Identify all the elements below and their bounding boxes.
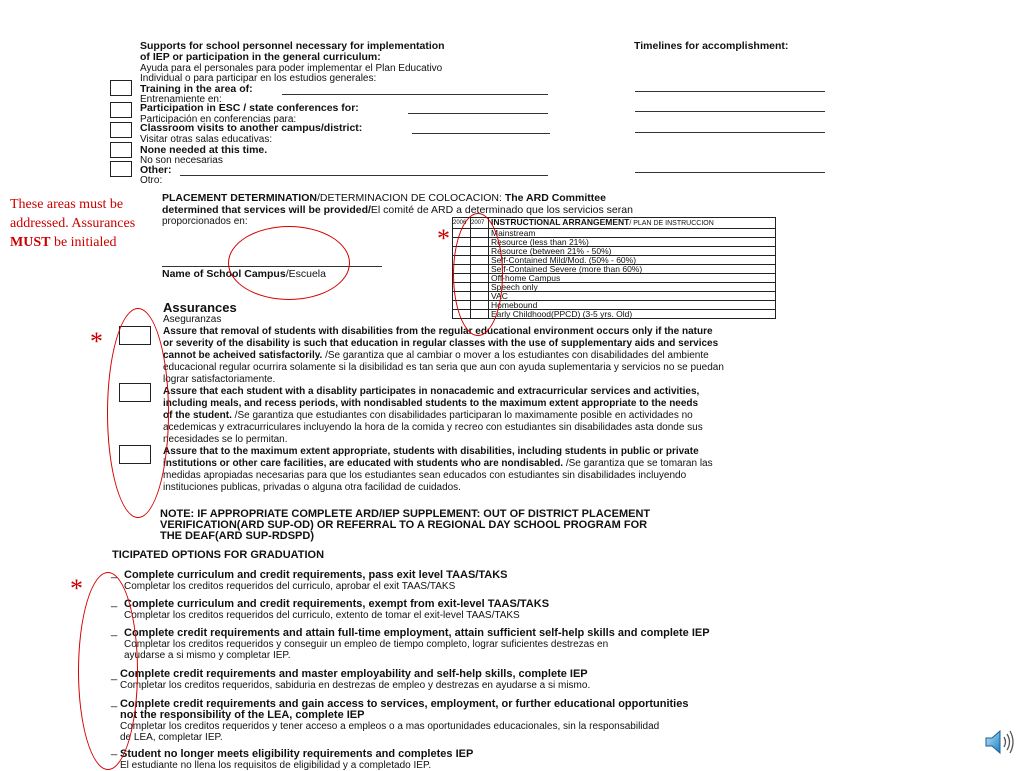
year-columns-circle-annotation bbox=[453, 213, 503, 336]
other-checkbox[interactable] bbox=[110, 161, 132, 177]
option-4-label: Complete credit requirements and master employability and self-help skills, complete IEP bbox=[120, 668, 588, 680]
option-5-blank[interactable]: _ bbox=[111, 696, 118, 708]
arrangement-label: Resource (less than 21%) bbox=[489, 238, 776, 247]
option-6-label-es: El estudiante no llena los requisitos de eligibilidad y a completado IEP. bbox=[120, 760, 432, 771]
annotation-note: These areas must be addressed. Assurances MUST be initialed bbox=[10, 197, 136, 250]
training-label: Training in the area of: bbox=[140, 83, 253, 95]
option-3-label-es-2: ayudarse a si mismo y completar IEP. bbox=[124, 650, 291, 661]
table-header-row bbox=[453, 218, 776, 229]
other-timeline-line[interactable] bbox=[635, 172, 825, 173]
option-6-blank[interactable]: _ bbox=[111, 744, 118, 756]
other-line[interactable] bbox=[180, 175, 548, 176]
other-label: Other: bbox=[140, 164, 172, 176]
training-timeline-line[interactable] bbox=[635, 91, 825, 92]
other-label-es: Otro: bbox=[140, 175, 163, 186]
option-1-blank[interactable]: _ bbox=[111, 567, 118, 579]
conferences-line[interactable] bbox=[408, 113, 548, 114]
supports-sub-line2: Individual o para participar en los estudios generales: bbox=[140, 73, 377, 84]
training-label-es: Entrenamiente en: bbox=[140, 94, 222, 105]
arrangement-label: VAC bbox=[489, 292, 776, 301]
option-1-label: Complete curriculum and credit requirements, pass exit level TAAS/TAKS bbox=[124, 569, 508, 581]
arrangement-label: Self-Contained Mild/Mod. (50% - 60%) bbox=[489, 256, 776, 265]
placement-line3: proporcionados en: bbox=[162, 216, 248, 227]
classroom-visits-checkbox[interactable] bbox=[110, 122, 132, 138]
supports-sub-line1: Ayuda para el personales para poder implementar el Plan Educativo bbox=[140, 63, 443, 74]
option-5-label-2: not the responsibility of the LEA, complete IEP bbox=[120, 709, 365, 721]
arrangement-label: Resource (between 21% - 50%) bbox=[489, 247, 776, 256]
conferences-checkbox[interactable] bbox=[110, 102, 132, 118]
option-5-label-es-2: de LEA, completar IEP. bbox=[120, 732, 223, 743]
classroom-visits-label: Classroom visits to another campus/district: bbox=[140, 122, 363, 134]
option-3-blank[interactable]: _ bbox=[111, 625, 118, 637]
placement-line2: determined that services will be provided/El comité de ARD a determinado que los servicios seran bbox=[162, 204, 633, 216]
arrangement-label: Early Childhood(PPCD) (3-5 yrs. Old) bbox=[489, 310, 776, 319]
supports-heading-line2: of IEP or participation in the general curriculum: bbox=[140, 51, 381, 63]
option-3-label-es-1: Completar los creditos requeridos y conseguir un empleo de tiempo completo, lograr suficientes destrezas en bbox=[124, 639, 609, 650]
arrangement-label: Off-home Campus bbox=[489, 274, 776, 283]
none-needed-checkbox[interactable] bbox=[110, 142, 132, 158]
arrangement-label: Homebound bbox=[489, 301, 776, 310]
graduation-heading: TICIPATED OPTIONS FOR GRADUATION bbox=[112, 549, 325, 561]
option-6-label: Student no longer meets eligibility requirements and completes IEP bbox=[120, 748, 474, 760]
supports-heading-line1: Supports for school personnel necessary for implementation bbox=[140, 40, 445, 52]
option-1-label-es: Completar los creditos requeridos del curriculo, aprobar el exit TAAS/TAKS bbox=[124, 581, 456, 592]
assurances-title: Assurances bbox=[163, 300, 237, 315]
none-needed-label: None needed at this time. bbox=[140, 144, 268, 156]
graduation-circle-annotation bbox=[78, 572, 138, 770]
asterisk-annotation: * bbox=[70, 574, 83, 603]
option-2-blank[interactable]: _ bbox=[111, 596, 118, 608]
option-4-label-es: Completar los creditos requeridos, sabiduria en destrezas de empleo y destrezas en ayudarse a si mismo. bbox=[120, 680, 591, 691]
arrangement-label: Speech only bbox=[489, 283, 776, 292]
timelines-heading: Timelines for accomplishment: bbox=[634, 40, 789, 52]
table-header: INSTRUCTIONAL ARRANGEMENT/ PLAN DE INSTRUCCION bbox=[489, 218, 776, 229]
option-2-label: Complete curriculum and credit requirements, exempt from exit-level TAAS/TAKS bbox=[124, 598, 550, 610]
option-3-label: Complete credit requirements and attain full-time employment, attain sufficient self-help skills and complete IEP bbox=[124, 627, 710, 639]
conferences-timeline-line[interactable] bbox=[635, 111, 825, 112]
table-row bbox=[453, 310, 776, 319]
arrangement-label: Self-Contained Severe (more than 60%) bbox=[489, 265, 776, 274]
year-2007: 2007 bbox=[471, 218, 489, 229]
training-line[interactable] bbox=[282, 94, 548, 95]
arrangement-label: Mainstream bbox=[489, 229, 776, 238]
conferences-label-es: Participación en conferencias para: bbox=[140, 114, 297, 125]
assurances-circle-annotation bbox=[107, 308, 169, 518]
none-needed-label-es: No son necesarias bbox=[140, 155, 223, 166]
option-4-blank[interactable]: _ bbox=[111, 669, 118, 681]
year-2006: 2006 bbox=[453, 218, 471, 229]
assurances-subtitle: Aseguranzas bbox=[163, 314, 222, 325]
option-5-label-es-1: Completar los creditos requeridos y tener acceso a empleos o a mas oportunidades educacionales, sin la responsabilidad bbox=[120, 721, 660, 732]
placement-title: PLACEMENT DETERMINATION/DETERMINACION DE COLOCACION: The ARD Committee bbox=[162, 192, 606, 204]
campus-circle-annotation bbox=[228, 226, 350, 300]
classroom-visits-label-es: Visitar otras salas educativas: bbox=[140, 134, 273, 145]
classroom-visits-line[interactable] bbox=[412, 133, 550, 134]
conferences-label: Participation in ESC / state conferences for: bbox=[140, 102, 359, 114]
training-checkbox[interactable] bbox=[110, 80, 132, 96]
asterisk-annotation: * bbox=[90, 327, 103, 356]
classroom-visits-timeline-line[interactable] bbox=[635, 132, 825, 133]
option-5-label-1: Complete credit requirements and gain access to services, employment, or further educational opportunities bbox=[120, 698, 689, 710]
option-2-label-es: Completar los creditos requeridos del curriculo, extento de tomar el exit-level TAAS/TAKS bbox=[124, 610, 520, 621]
asterisk-annotation: * bbox=[437, 224, 450, 253]
scanned-document: Supports for school personnel necessary for implementation of IEP or participation in the general curriculum: Ayuda para el personales para poder implementar el Plan Educativo Individual o para participar en los estudios generales: Timelines for accomplishment: Training in the area of: Entrenamiente en: Participation in ESC / state conferences for: Participación en conferencias para: Classroom visits to another campus/district: Visitar otras salas educativas: None needed at this time. No son necesarias Other: Otro: PLACEMENT DETERMINATION/DETERMINACION DE COLOCACION: The ARD Committee determined that services will be provided/El comité de ARD a determinado que los servicios seran proporcionados en: Name of School Campus/Escuela 2006 2007 INSTRUCTIONAL ARRANGEMENT/ PLAN DE INSTRUCCION Mainstream Resource (less than 21%) Resource (between 21% - 50%) Self-Contained Mild/Mod. (50% - 60%) Self-Contained Severe (more than 60%) Off-home Campus Speech only VAC Homebound Early Childhood(PPCD) (3-5 yrs. Old) Assurances Aseguranzas Assure that removal of students with disabilities from the regular educational environment occurs only if the nature or severity of the disability is such that education in regular classes with the use of supplementary aids and services cannot be acheived satisfactorily. /Se garantiza que al cambiar o mover a los estudiantes con disabilidades del ambiente educacional regular ocurrira solamente si la disibilidad es tan seria que aun con ayuda suplementaria y servicios no se puedan lograr satisfactoriamente. Assure that each student with a disablity participates in nonacademic and extracurricular services and activities, including meals, and recess periods, with nondisabled students to the maximum extent appropriate to the needs of the student. /Se garantiza que estudiantes con disabilidades participaran lo maximamente posible en actividades no acedemicas y extracurriculares incluyendo la hora de la comida y recreo con estudiantes sin disabilidades asta donde sus necesidades se lo permitan. Assure that to the maximum extent appropriate, students with disabilities, including students in public or private institutions or other care facilities, are educated with students who are nondisabled. /Se garantiza que se tomaran las medidas apropiadas necesarias para que los estudiantes sean educados con estudiantes sin disabilidades incluyendo instituciones publicas, privadas o alguna otra facilidad de cuidados. NOTE: IF APPROPRIATE COMPLETE ARD/IEP SUPPLEMENT: OUT OF DISTRICT PLACEMENT VERIFICATION(ARD SUP-OD) OR REFERRAL TO A REGIONAL DAY SCHOOL PROGRAM FOR THE DEAF(ARD SUP-RDSPD) TICIPATED OPTIONS FOR GRADUATION _ Complete curriculum and credit requirements, pass exit level TAAS/TAKS Completar los creditos requeridos del curriculo, aprobar el exit TAAS/TAKS _ Complete curriculum and credit requirements, exempt from exit-level TAAS/TAKS Completar los creditos requeridos del curriculo, extento de tomar el exit-level TAAS/TAKS _ Complete credit requirements and attain full-time employment, attain sufficient self-help skills and complete IEP Completar los creditos requeridos y conseguir un empleo de tiempo completo, lograr suficientes destrezas en ayudarse a si mismo y completar IEP. _ Complete credit requirements and master employability and self-help skills, complete IEP Completar los creditos requeridos, sabiduria en destrezas de empleo y destrezas en ayudarse a si mismo. _ Complete credit requirements and gain access to services, employment, or further educational opportunities not the responsibility of the LEA, complete IEP Completar los creditos requeridos y tener acceso a empleos o a mas oportunidades educacionales, sin la responsabilidad de LEA, completar IEP. _ Student no longer meets eligibility requirements and completes IEP El estudiante no llena los requisitos de eligibilidad y a completado IEP. These areas must be addressed. Assurances MUST be initialed * * * bbox=[0, 0, 1024, 768]
speaker-icon[interactable] bbox=[983, 727, 1017, 757]
campus-name-label: Name of School Campus/Escuela bbox=[162, 268, 326, 280]
